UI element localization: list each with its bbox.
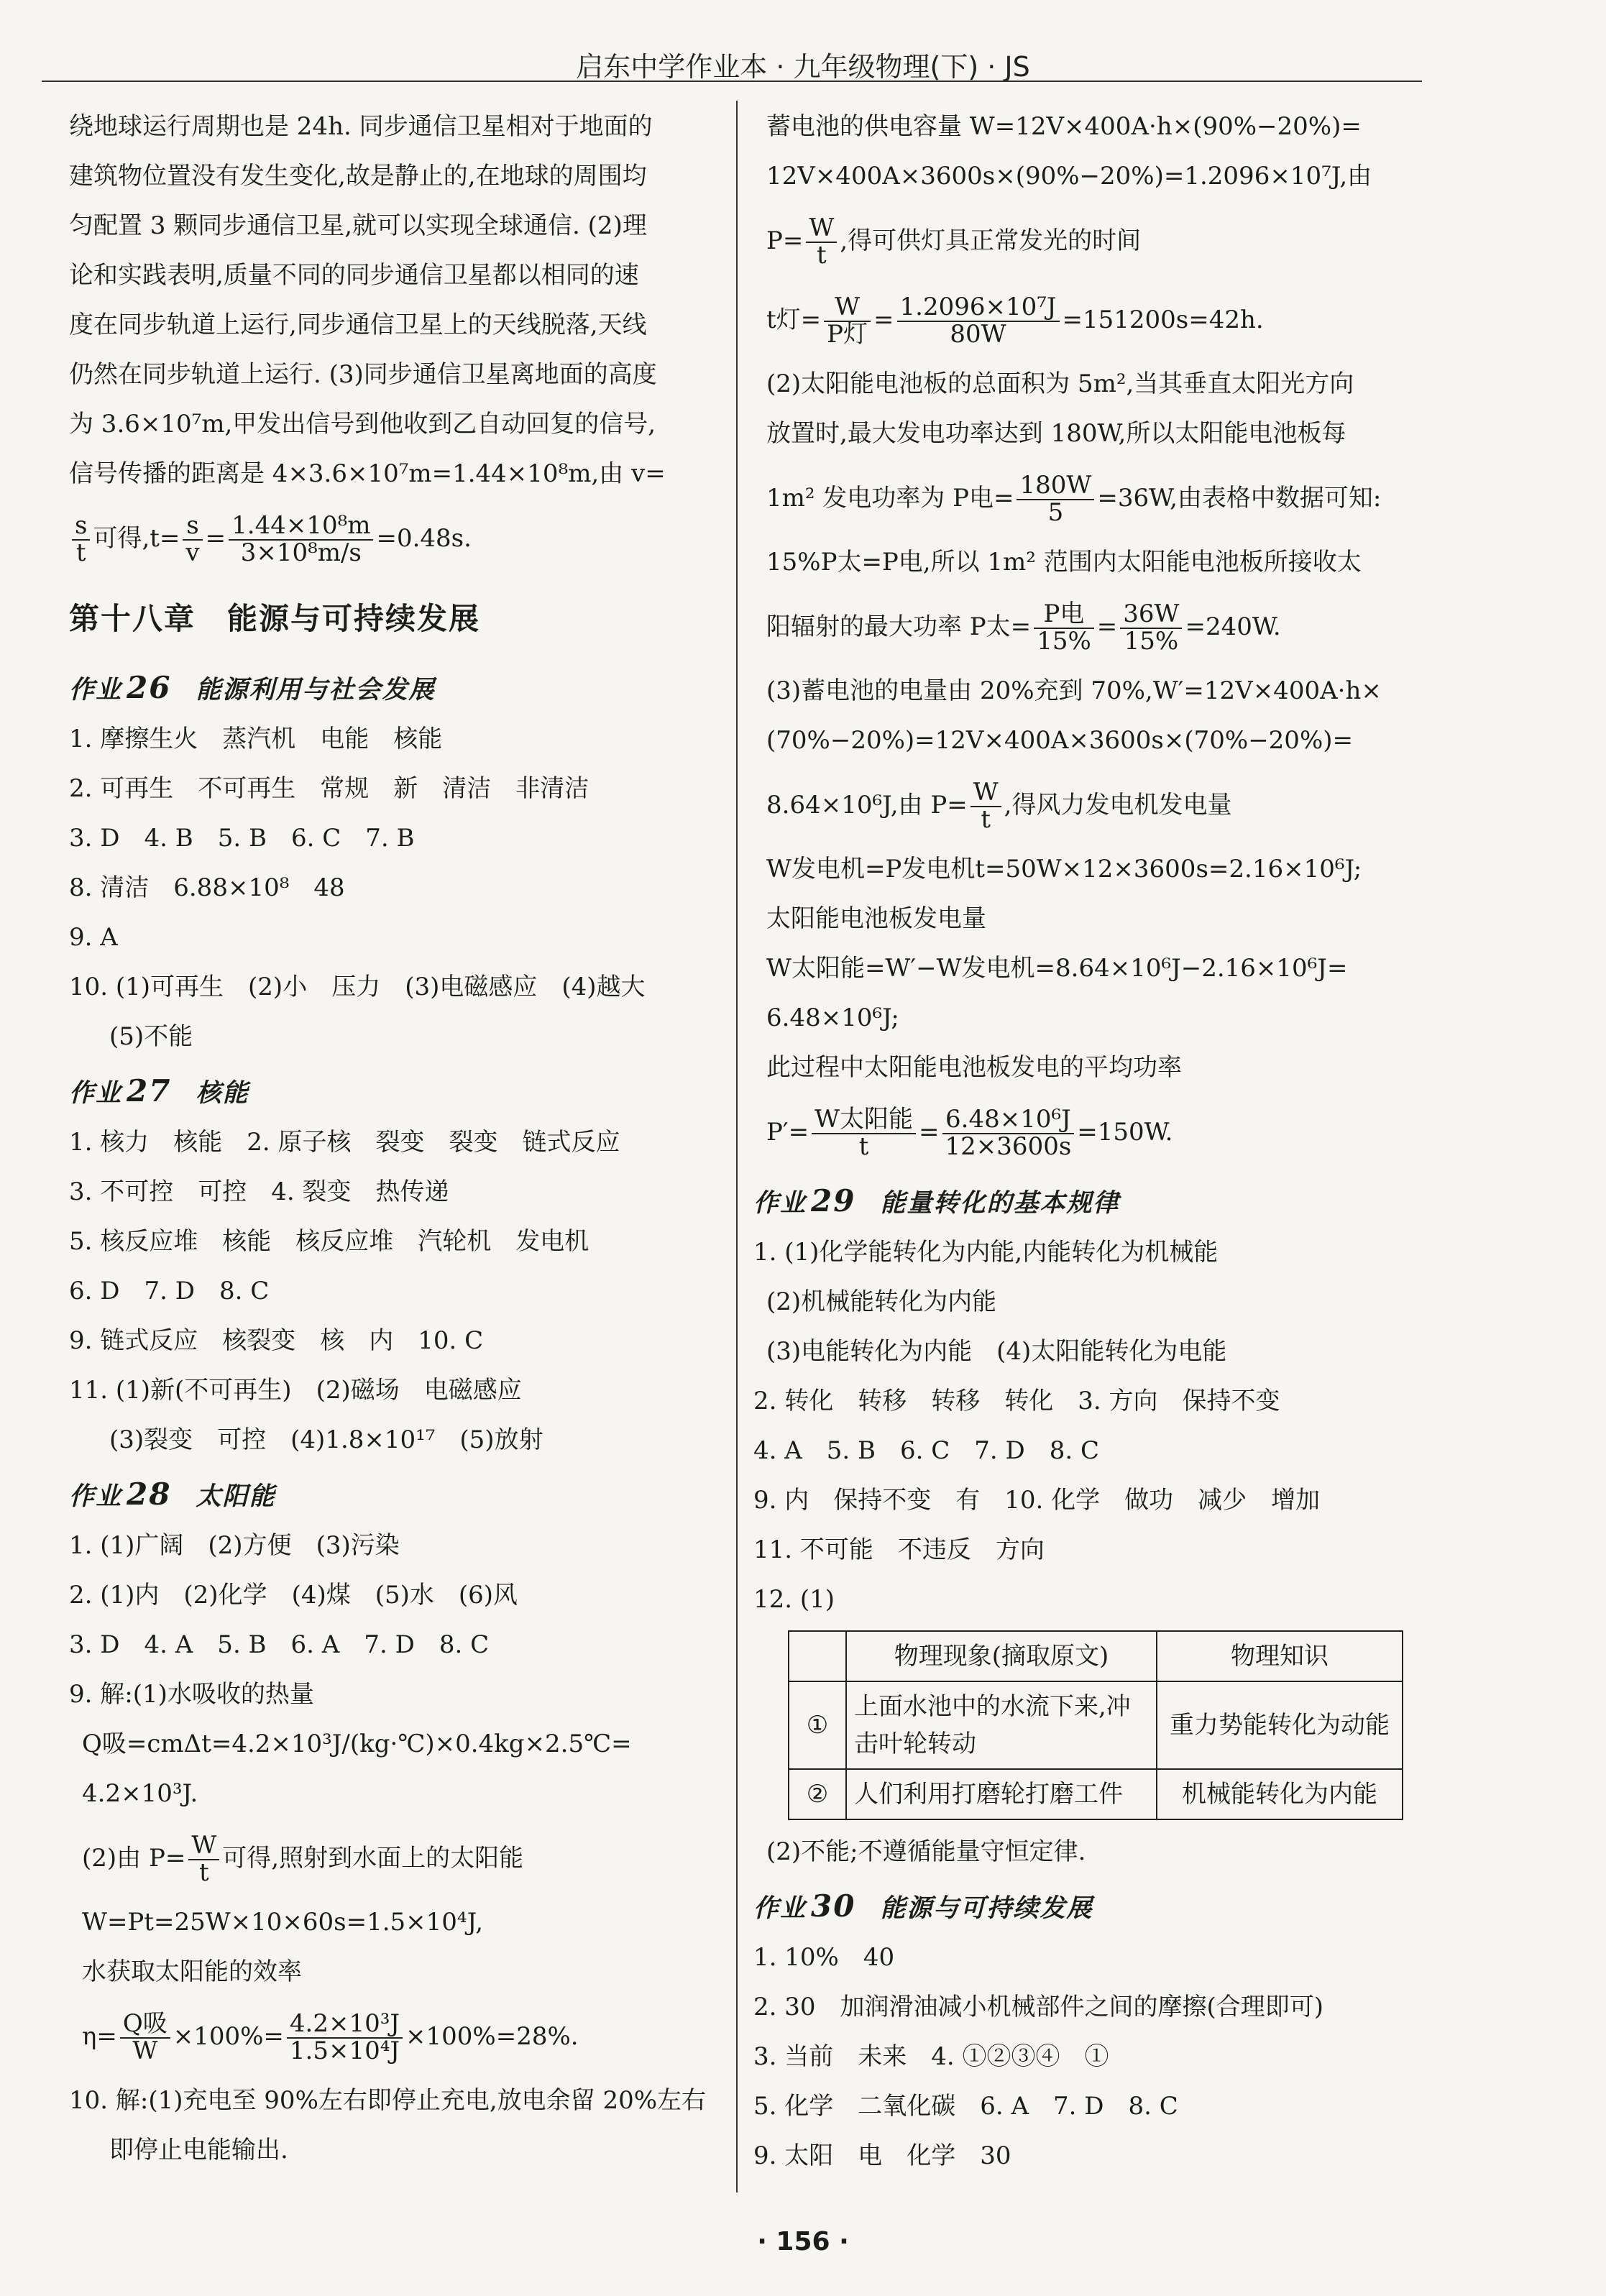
formula-line: 8.64×10⁶J,由 P= $\frac{W}{t}$ ,得风力发电机发电量 [766,778,1232,834]
formula-line: (2)由 P= $\frac{W}{t}$ 可得,照射到水面上的太阳能 [82,1831,524,1887]
assignment-heading: 作业 26 能源利用与社会发展 [69,670,436,705]
fraction: $\frac{W}{t}$ [806,216,837,268]
answer-line: (3)电能转化为内能 (4)太阳能转化为电能 [766,1337,1227,1366]
answer-line: (5)不能 [109,1022,193,1051]
table-row [789,1769,1403,1819]
answer-line: 3. D 4. B 5. B 6. C 7. B [69,824,415,853]
fraction: $\frac{s}{t}$ [72,513,90,566]
fraction: $\frac{\text{1.44×10⁸m}}{\text{3×10⁸m/s}}$ [229,513,373,566]
table-cell: ② [789,1769,846,1819]
answer-line: 3. D 4. A 5. B 6. A 7. D 8. C [69,1630,490,1659]
answer-line: (2)机械能转化为内能 [766,1287,997,1316]
formula-line: t灯= $\frac{W}{\text{P灯}}$ = $\frac{\text{1.2096×10⁷J}}{80W}$ =151200s=42h. [766,293,1264,349]
formula-line: η= $\frac{\text{Q吸}}{W}$ ×100%= $\frac{\text{4.2×10³J}}{\text{1.5×10⁴J}}$ ×100%=28%. [82,2009,579,2065]
text-line: W太阳能=W′−W发电机=8.64×10⁶J−2.16×10⁶J= [766,954,1348,983]
assignment-heading: 作业 27 核能 [69,1073,249,1108]
formula-line: P= $\frac{W}{t}$ ,得可供灯具正常发光的时间 [766,213,1142,270]
text-line: 6.48×10⁶J; [766,1004,899,1032]
text-line: 建筑物位置没有发生变化,故是静止的,在地球的周围均 [69,162,647,190]
answer-line: 1. 核力 核能 2. 原子核 裂变 裂变 链式反应 [69,1128,620,1157]
fraction: $\frac{W}{\text{P灯}}$ [824,295,871,347]
fraction: $\frac{\text{P电}}{15\%}$ [1034,602,1094,654]
fraction: $\frac{W}{t}$ [971,780,1001,832]
text-line: 为 3.6×10⁷m,甲发出信号到他收到乙自动回复的信号, [69,410,656,438]
formula-line: P′= $\frac{\text{W太阳能}}{t}$ = $\frac{\text{6.48×10⁶J}}{12\times 3600s}$ =150W. [766,1105,1173,1161]
text-line: 此过程中太阳能电池板发电的平均功率 [766,1053,1182,1082]
text-line: 匀配置 3 颗同步通信卫星,就可以实现全球通信. (2)理 [69,211,647,240]
table-header-cell [789,1631,846,1681]
answer-line: 11. (1)新(不可再生) (2)磁场 电磁感应 [69,1376,522,1405]
text-line: (3)蓄电池的电量由 20%充到 70%,W′=12V×400A·h× [766,676,1382,705]
answer-line: 9. 内 保持不变 有 10. 化学 做功 减少 增加 [753,1486,1321,1515]
text-line: 12V×400A×3600s×(90%−20%)=1.2096×10⁷J,由 [766,162,1372,190]
answer-line: 2. 30 加润滑油减小机械部件之间的摩擦(合理即可) [753,1993,1324,2021]
text-line: 蓄电池的供电容量 W=12V×400A·h×(90%−20%)= [766,112,1362,141]
fraction: $\frac{180W}{5}$ [1017,473,1094,525]
table-cell: 机械能转化为内能 [1157,1769,1403,1819]
assignment-heading: 作业 30 能源与可持续发展 [753,1888,1093,1924]
column-divider [736,101,738,2192]
text-line: 绕地球运行周期也是 24h. 同步通信卫星相对于地面的 [69,112,653,141]
left-column [69,102,709,2175]
text-line: 度在同步轨道上运行,同步通信卫星上的天线脱落,天线 [69,311,647,339]
page-header: 启东中学作业本 · 九年级物理(下) · JS [576,51,1030,83]
table-cell: 重力势能转化为动能 [1157,1681,1403,1769]
answer-line: 6. D 7. D 8. C [69,1277,270,1305]
answer-line: 9. 解:(1)水吸收的热量 [69,1680,314,1709]
text-line: 论和实践表明,质量不同的同步通信卫星都以相同的速 [69,261,639,290]
fraction: $\frac{W}{t}$ [188,1833,219,1886]
assignment-heading: 作业 29 能量转化的基本规律 [753,1183,1120,1218]
answer-line: 4.2×10³J. [82,1779,198,1808]
answer-line: 9. 链式反应 核裂变 核 内 10. C [69,1326,484,1355]
fraction: $\frac{\text{Q吸}}{W}$ [120,2011,170,2064]
answer-line: 5. 核反应堆 核能 核反应堆 汽轮机 发电机 [69,1227,589,1256]
table-header-cell: 物理现象(摘取原文) [846,1631,1157,1681]
fraction: $\frac{\text{W太阳能}}{t}$ [812,1107,916,1160]
answer-line: 12. (1) [753,1585,835,1614]
right-column [753,102,1429,2181]
text-line: (70%−20%)=12V×400A×3600s×(70%−20%)= [766,726,1353,755]
formula-line: 1m² 发电功率为 P电= $\frac{180W}{5}$ =36W,由表格中数据可知: [766,471,1382,527]
answer-line: 3. 当前 未来 4. ①②③④ ① [753,2042,1109,2071]
text-line: 信号传播的距离是 4×3.6×10⁷m=1.44×10⁸m,由 v= [69,459,666,488]
page-number: · 156 · [757,2227,849,2256]
fraction: $\frac{\text{1.2096×10⁷J}}{80W}$ [897,295,1060,347]
answer-line: 即停止电能输出. [109,2136,288,2164]
answer-line: 2. 可再生 不可再生 常规 新 清洁 非清洁 [69,774,589,803]
answer-line: 1. (1)广阔 (2)方便 (3)污染 [69,1531,400,1560]
answer-line: 1. 10% 40 [753,1943,895,1972]
answer-line: 11. 不可能 不违反 方向 [753,1535,1045,1564]
answer-line: 1. 摩擦生火 蒸汽机 电能 核能 [69,725,443,753]
answer-line: 9. A [69,923,118,952]
answer-line: W=Pt=25W×10×60s=1.5×10⁴J, [82,1908,484,1937]
fraction: $\frac{s}{v}$ [183,513,202,566]
formula-line: 阳辐射的最大功率 P太= $\frac{\text{P电}}{15\%}$ = $\frac{36W}{15\%}$ =240W. [766,600,1281,656]
text-line: 15%P太=P电,所以 1m² 范围内太阳能电池板所接收太 [766,548,1362,577]
text-line: 仍然在同步轨道上运行. (3)同步通信卫星离地面的高度 [69,360,657,389]
answer-line: 9. 太阳 电 化学 30 [753,2141,1011,2170]
fraction: $\frac{\text{4.2×10³J}}{\text{1.5×10⁴J}}$ [287,2011,403,2064]
table-cell: 上面水池中的水流下来,冲击叶轮转动 [846,1681,1157,1769]
assignment-heading: 作业 28 太阳能 [69,1477,276,1512]
table-cell: 人们利用打磨轮打磨工件 [846,1769,1157,1819]
text-line: (2)太阳能电池板的总面积为 5m²,当其垂直太阳光方向 [766,369,1354,398]
table-header-row [789,1631,1403,1681]
fraction: $\frac{\text{6.48×10⁶J}}{12\times 3600s}$ [942,1107,1075,1160]
text-line: W发电机=P发电机t=50W×12×3600s=2.16×10⁶J; [766,855,1362,883]
answer-line: 4. A 5. B 6. C 7. D 8. C [753,1436,1100,1465]
answer-line: 10. (1)可再生 (2)小 压力 (3)电磁感应 (4)越大 [69,973,646,1001]
text-line: 放置时,最大发电功率达到 180W,所以太阳能电池板每 [766,419,1346,448]
answer-line: (3)裂变 可控 (4)1.8×10¹⁷ (5)放射 [109,1425,543,1454]
header-rule [42,81,1422,82]
answer-line: Q吸=cmΔt=4.2×10³J/(kg·℃)×0.4kg×2.5℃= [82,1730,632,1758]
answer-line: 2. (1)内 (2)化学 (4)煤 (5)水 (6)风 [69,1581,518,1610]
answer-line: 2. 转化 转移 转移 转化 3. 方向 保持不变 [753,1387,1280,1415]
answer-line: 5. 化学 二氧化碳 6. A 7. D 8. C [753,2092,1178,2121]
answer-line: 1. (1)化学能转化为内能,内能转化为机械能 [753,1238,1219,1267]
chapter-title: 第十八章 能源与可持续发展 [69,601,481,636]
table-header-cell: 物理知识 [1157,1631,1403,1681]
table-cell: ① [789,1681,846,1769]
fraction: $\frac{36W}{15\%}$ [1120,602,1182,654]
answer-line: 3. 不可控 可控 4. 裂变 热传递 [69,1177,449,1206]
answer-line: 8. 清洁 6.88×10⁸ 48 [69,873,345,902]
table-row [789,1681,1403,1769]
physics-table [788,1630,1403,1820]
answer-line: 水获取太阳能的效率 [82,1957,302,1986]
formula-line: $\frac{s}{t}$ 可得,t= $\frac{s}{v}$ = $\frac{\text{1.44×10⁸m}}{\text{3×10⁸m/s}}$ =0.48s. [69,499,709,578]
answer-line: 10. 解:(1)充电至 90%左右即停止充电,放电余留 20%左右 [69,2086,707,2115]
text-line: 太阳能电池板发电量 [766,904,986,933]
answer-line: (2)不能;不遵循能量守恒定律. [766,1837,1086,1866]
